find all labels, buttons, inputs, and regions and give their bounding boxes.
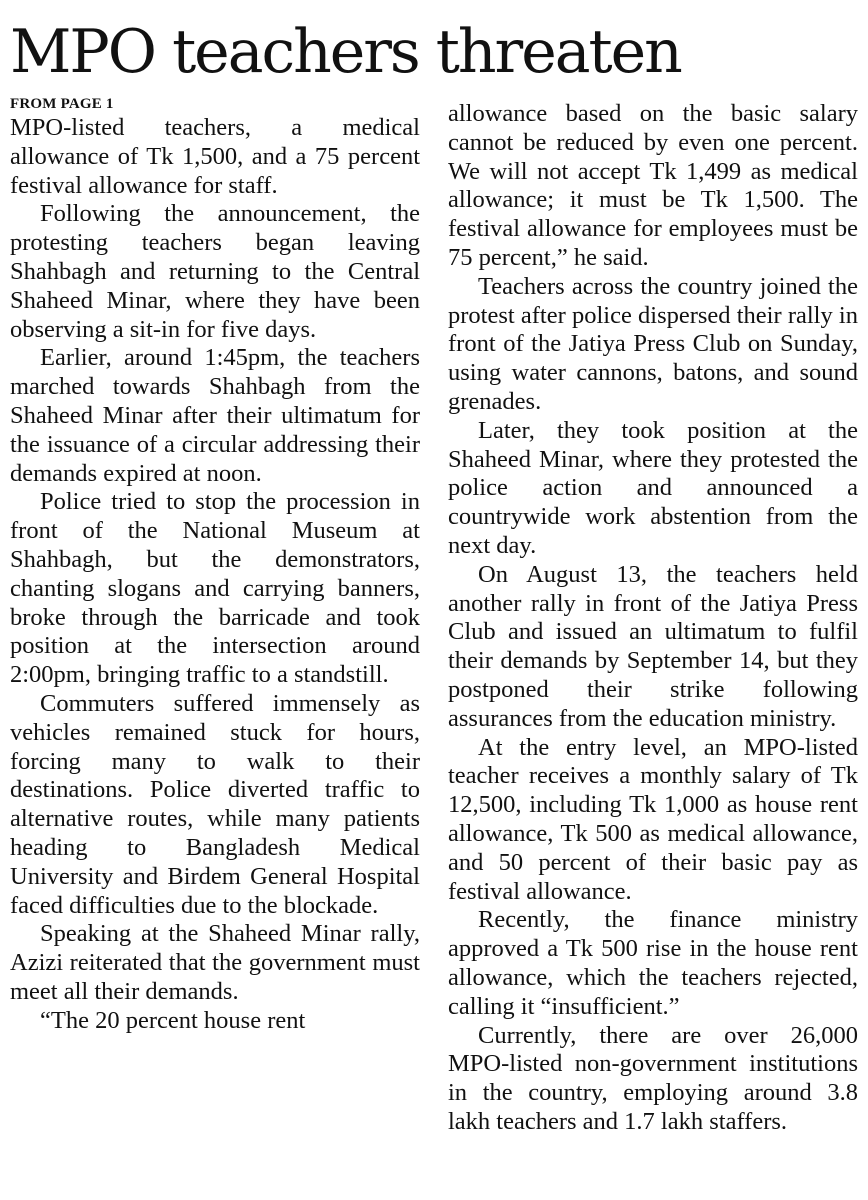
paragraph: allowance based on the basic salary cannot be reduced by even one percent. We will not accept Tk 1,499 as medical allowance; it must be Tk 1,500. The festival allowance for employees must be 75 percent,” he said. [448,100,858,271]
article-column-left [10,95,420,1036]
paragraph: Recently, the finance ministry approved a Tk 500 rise in the house rent allowance, which the teachers rejected, calling it “insufficient.” [448,906,858,1020]
paragraph: Commuters suffered immensely as vehicles remained stuck for hours, forcing many to walk to their destinations. Police diverted traffic to alternative routes, while many patients heading to Bangladesh Medical University and Birdem General Hospital faced difficulties due to the blockade. [10,689,420,919]
headline: MPO teachers threaten [10,17,681,87]
paragraph: Later, they took position at the Shaheed Minar, where they protested the police action and announced a countrywide work abstention from the next day. [448,416,858,559]
paragraph: Currently, there are over 26,000 MPO-listed non-government institutions in the country, employing around 3.8 lakh teachers and 1.7 lakh staffers. [448,1021,858,1135]
paragraph: Speaking at the Shaheed Minar rally, Azizi reiterated that the government must meet all their demands. [10,920,420,1005]
paragraph: MPO-listed teachers, a medical allowance of Tk 1,500, and a 75 percent festival allowance for staff. [10,114,420,199]
paragraph: Teachers across the country joined the protest after police dispersed their rally in front of the Jatiya Press Club on Sunday, using water cannons, batons, and sound grenades. [448,272,858,415]
paragraph: On August 13, the teachers held another rally in front of the Jatiya Press Club and issued an ultimatum to fulfil their demands by September 14, but they postponed their strike following assurances from the education ministry. [448,560,858,732]
paragraph: “The 20 percent house rent [40,1006,306,1034]
paragraph: At the entry level, an MPO-listed teacher receives a monthly salary of Tk 12,500, including Tk 1,000 as house rent allowance, Tk 500 as medical allowance, and 50 percent of their basic pay as festival allowance. [448,733,858,905]
paragraph: Following the announcement, the protesting teachers began leaving Shahbagh and returning to the Central Shaheed Minar, where they have been observing a sit-in for five days. [10,200,420,343]
paragraph: Earlier, around 1:45pm, the teachers marched towards Shahbagh from the Shaheed Minar after their ultimatum for the issuance of a circular addressing their demands expired at noon. [10,344,420,487]
paragraph: Police tried to stop the procession in front of the National Museum at Shahbagh, but the demonstrators, chanting slogans and carrying banners, broke through the barricade and took position at the intersection around 2:00pm, bringing traffic to a standstill. [10,488,420,689]
article-column-right [448,100,858,1137]
continued-from-label: FROM PAGE 1 [10,96,114,112]
